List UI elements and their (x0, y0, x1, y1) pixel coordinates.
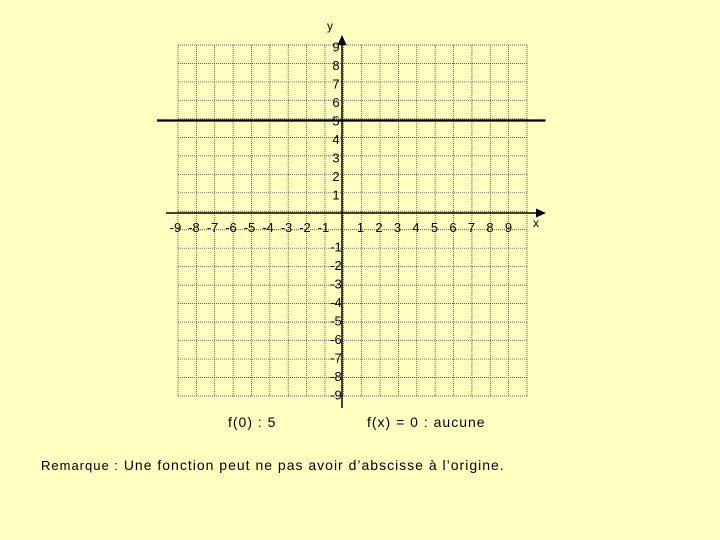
y-tick-label: -3 (330, 276, 342, 292)
x-tick-label: -9 (169, 220, 182, 235)
x-tick-label: -4 (262, 220, 274, 235)
x-tick-label: 8 (486, 220, 494, 235)
remark (41, 457, 505, 473)
tick-labels (170, 40, 512, 403)
y-tick-label: -9 (330, 387, 342, 403)
y-tick-label: 5 (332, 113, 340, 129)
x-tick-label: 4 (412, 220, 420, 235)
x-axis-label: x (533, 216, 539, 230)
y-tick-label: 4 (332, 132, 340, 147)
x-tick-label: 2 (375, 220, 383, 235)
x-tick-label: 1 (356, 220, 365, 235)
x-tick-label: -6 (225, 220, 237, 235)
y-tick-label: -7 (330, 350, 342, 366)
y-tick-label: -1 (330, 239, 342, 255)
y-tick-label: 3 (332, 150, 340, 166)
y-tick-label: 2 (332, 169, 340, 184)
y-tick-label: 8 (332, 58, 340, 73)
x-tick-label: -1 (317, 220, 330, 235)
y-axis-label: y (327, 19, 333, 33)
y-tick-label: -8 (330, 369, 342, 384)
x-tick-label: 6 (449, 220, 457, 235)
x-tick-label: 5 (430, 220, 439, 235)
x-tick-label: 9 (504, 220, 513, 235)
y-tick-label: 7 (332, 76, 340, 92)
remark-label: Remarque : (41, 458, 119, 473)
y-tick-label: -2 (330, 258, 342, 273)
f-zero-text: f(0) : 5 (228, 414, 277, 430)
x-tick-label: -2 (299, 220, 311, 235)
axis-labels (327, 19, 539, 230)
y-tick-label: -5 (330, 313, 342, 329)
x-tick-label: -7 (206, 220, 219, 235)
roots-text: f(x) = 0 : aucune (367, 414, 486, 430)
x-tick-label: 3 (393, 220, 402, 235)
x-tick-label: 7 (467, 220, 476, 235)
x-tick-label: -3 (280, 220, 293, 235)
x-tick-label: -8 (188, 220, 200, 235)
y-tick-label: 6 (332, 95, 340, 110)
y-tick-label: -4 (330, 295, 342, 310)
x-tick-label: -5 (243, 220, 256, 235)
y-tick-label: 9 (332, 39, 340, 55)
y-tick-label: -6 (330, 332, 342, 347)
remark-text: Une fonction peut ne pas avoir d’abscisse à l’origine. (123, 457, 505, 473)
y-tick-label: 1 (332, 187, 340, 203)
